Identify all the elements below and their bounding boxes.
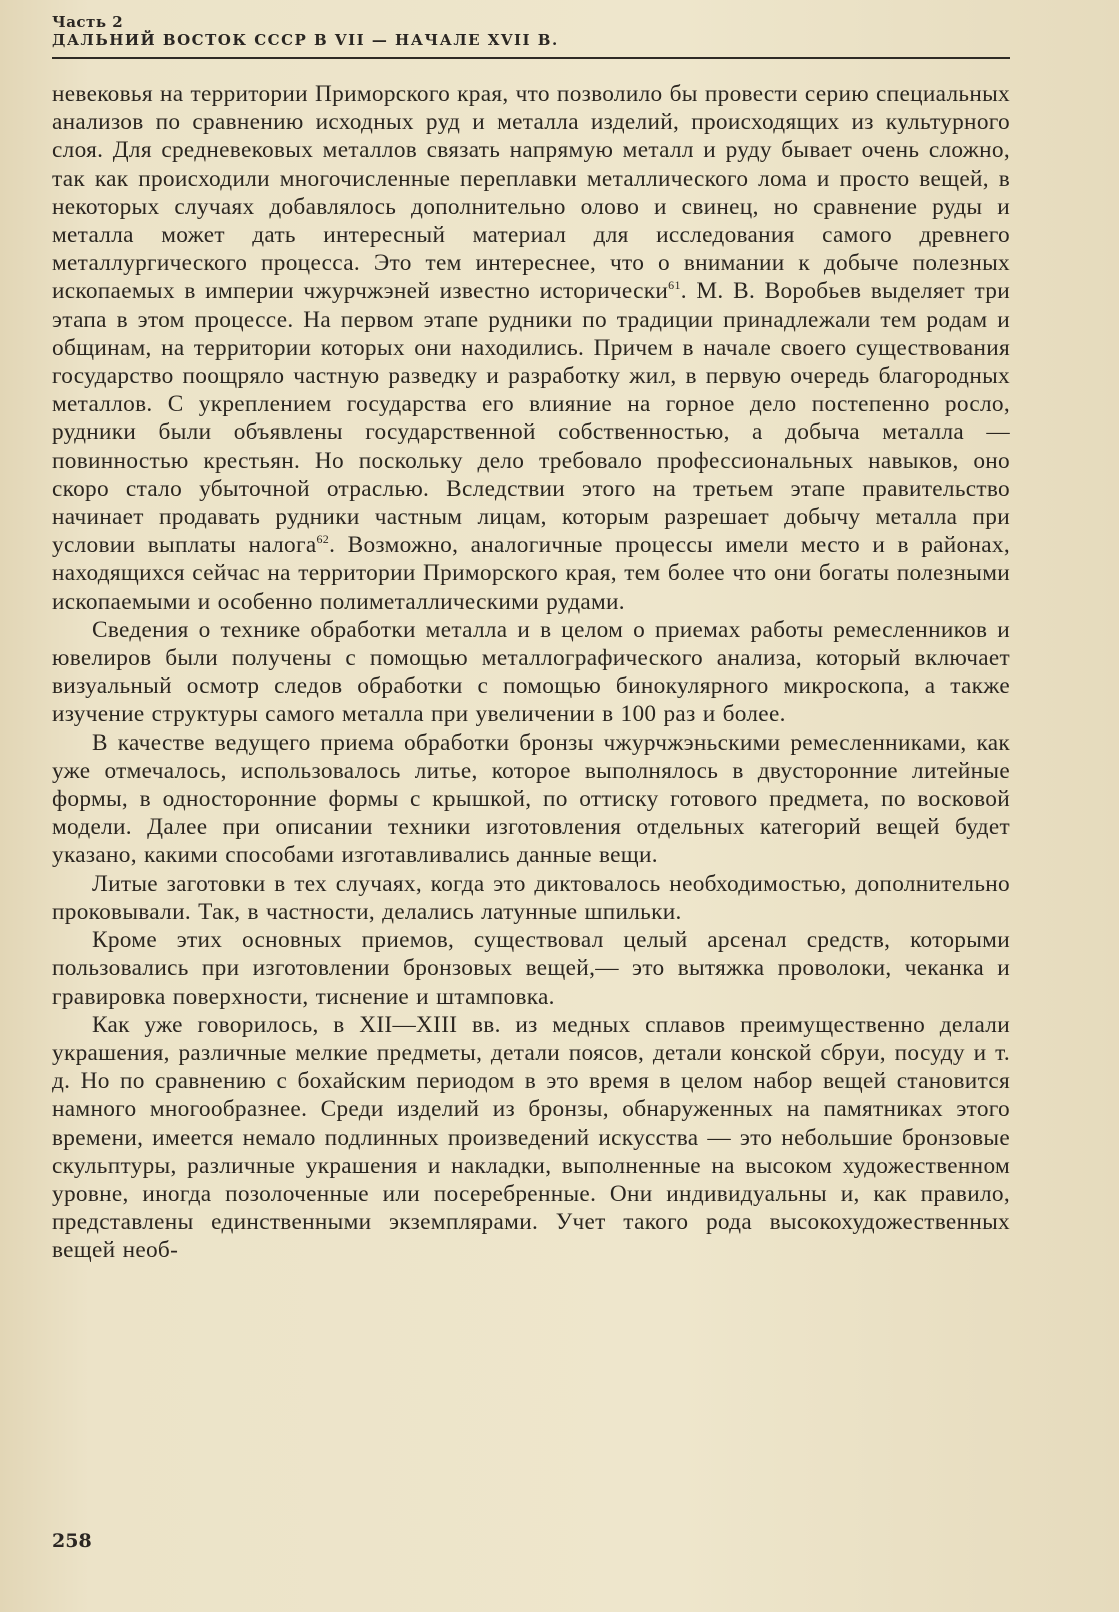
paragraph-5: Кроме этих основных приемов, существовал целый арсенал средств, которыми пользовались при изготовлении бронзовых вещей,— это вытяжка проволоки, чеканка и гравировка поверхности, тиснение и штамповка.	[52, 927, 1010, 1010]
paragraph-1-text-a: невековья на территории Приморского края, что позволило бы провести серию специальных анализов по сравнению исходных руд и металла изделий, происходящих из культурного слоя. Для средневековых металлов связать напрямую металл и руду бывает очень сложно, так как происходили многочисленные переплавки металлического лома и просто вещей, в некоторых случаях добавлялось дополнительно олово и свинец, но сравнение руды и металла может дать интересный материал для исследования самого древнего металлургического процесса. Это тем интереснее, что о внимании к добыче полезных ископаемых в империи чжурчжэней известно исторически	[52, 81, 1010, 305]
paragraph-1	[52, 80, 1010, 616]
part-label: Часть 2	[52, 13, 124, 31]
paragraph-3: В качестве ведущего приема обработки бронзы чжурчжэньскими ремесленниками, как уже отмечалось, использовалось литье, которое выполнялось в двусторонние литейные формы, в односторонние формы с крышкой, по оттиску готового предмета, по восковой модели. Далее при описании техники изготовления отдельных категорий вещей будет указано, какими способами изготавливались данные вещи.	[52, 729, 1010, 869]
paragraph-2: Сведения о технике обработки металла и в целом о приемах работы ремесленников и ювелиров были получены с помощью металлографического анализа, который включает визуальный осмотр следов обработки с помощью бинокулярного микроскопа, а также изучение структуры самого металла при увеличении в 100 раз и более.	[52, 616, 1010, 728]
paragraph-6: Как уже говорилось, в XII—XIII вв. из медных сплавов преимущественно делали украшения, различные мелкие предметы, детали поясов, детали конской сбруи, посуду и т. д. Но по сравнению с бохайским периодом в это время в целом набор вещей становится намного многообразнее. Среди изделий из бронзы, обнаруженных на памятниках этого времени, имеется немало подлинных произведений искусства — это небольшие бронзовые скульптуры, различные украшения и накладки, выполненные на высоком художественном уровне, иногда позолоченные или посеребренные. Они индивидуальны и, как правило, представлены единственными экземплярами. Учет такого рода высокохудожественных вещей необ-	[52, 1011, 1010, 1264]
running-head	[52, 14, 1010, 49]
footnote-ref-61: 61	[668, 278, 681, 293]
page-number: 258	[52, 1530, 92, 1552]
paragraph-1-text-c: . Возможно, аналогичные процессы имели место и в районах, находящихся сейчас на территории Приморского края, тем более что они богаты полезными ископаемыми и особенно полиметаллическими рудами.	[52, 532, 1010, 615]
chapter-title: ДАЛЬНИЙ ВОСТОК СССР В VII — НАЧАЛЕ XVII В.	[52, 31, 559, 49]
header-rule	[52, 57, 1010, 59]
paragraph-4: Литые заготовки в тех случаях, когда это диктовалось необходимостью, дополнительно проковывали. Так, в частности, делались латунные шпильки.	[52, 870, 1010, 925]
footnote-ref-62: 62	[316, 532, 330, 547]
body-text	[52, 80, 1010, 1265]
paragraph-1-text-b: . М. В. Воробьев выделяет три этапа в этом процессе. На первом этапе рудники по традиции принадлежали тем родам и общинам, на территории которых они находились. Причем в начале своего существования государство поощряло частную разведку и разработку жил, в первую очередь благородных металлов. С укреплением государства его влияние на горное дело постепенно росло, рудники были объявлены государственной собственностью, а добыча металла — повинностью крестьян. Но поскольку дело требовало профессиональных навыков, оно скоро стало убыточной отраслью. Вследствии этого на третьем этапе правительство начинает продавать рудники частным лицам, которым разрешает добычу металла при условии выплаты налога	[52, 278, 1010, 559]
